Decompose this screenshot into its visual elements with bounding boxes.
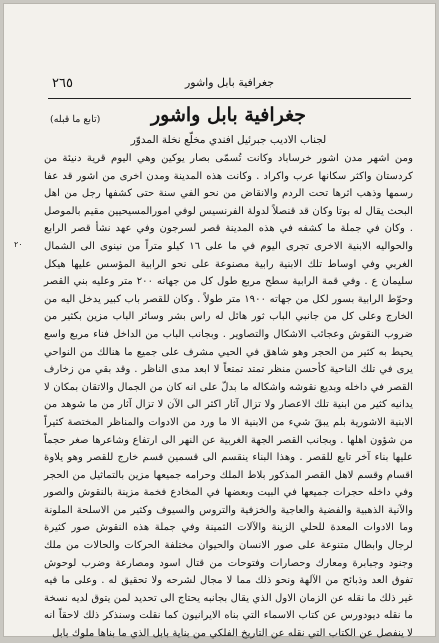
article-title: جغرافية بابل واشور — [150, 104, 307, 126]
page-header — [48, 72, 411, 99]
page-number: ٢٦٥ — [52, 76, 73, 91]
author-line: لجناب الاديب جبرئيل افندي مخلّع نخلة المدوّر — [130, 134, 327, 146]
title-row — [44, 104, 413, 134]
article-content — [44, 104, 414, 640]
margin-mark: ٢٠ — [14, 240, 23, 249]
document-page — [4, 4, 435, 640]
running-title: جغرافية بابل واشور — [184, 76, 275, 89]
continuation-note: (تابع ما قبله) — [50, 114, 101, 125]
article-body: ومن اشهر مدن اشور خرساباد وكانت تُسمّى بصار يوكين وهي اليوم قرية دنيئة من كردستان واكثر سكانها عرب واكراد . وكانت هذه المدينة ومدن اخرى من اشور قد عفا رسمها وذهب اثرها تحت الردم والانقاض من نحو الفي سنة حتى كشفها رجل من اهل البحث يقال له بوتا وكان قد قنصلاً لدولة الفرنسيس لوفي امورالمسيحيين مقيم بالموصل . وكان في جملة ما كشفه في هذه المدينة قصر لسرجون وفي عهد نشأ قصر الرابع والحواليه الابنية الاخرى تجرى اليوم في ما على ١٦ كيلو متراً من نينوى الى الشمال الغربي وفي اوساط تلك الابنية رابية مصنوعة على نحو الرابية المؤسس عليها هيكل سليمان ع . وفي قمة الرابية سطح مربع طول كل من جهاته ٢٠٠ متر وعليه بني القصر وحوّط الرابية بسور لكل من جهاته ١٩٠٠ متر طولاً . وكان للقصر باب كبير يدخل اليه من الخارج وعلى كل من جانبي الباب ثور هائل له راس بشر وسائر الباب مزين بكثير من ضروب النقوش وعجائب الاشكال والتصاوير . وبجانب الباب من الداخل فناء مربع واسع يحيط به كثير من الحجر وهو شاهق في الحيي مشرف على جميع ما هنالك من النواحي يرى في تلك الناحية كأحسن منظر تمتد تمتعاً لا ابعد مدى الناظر . وقد بقي من زخارف القصر في داخله وبديع نقوشه واشكاله ما بدلّ على انه كان من الجمال والاتقان بمكان لا يدانيه كثير من ابنية تلك الاعصار ولا تزال آثار اكثر الى الآن لا تزال آثار من ما شوهد من الابنية الاشورية بلم يبقَ شيء من الابنية الا ما ورد من الادوات والمناظر المختصة كثيراً من شؤون اهلها . وبجانب القصر الجهة الغربية عن النهر الى ارتفاع وشاعرها صغر حجماً عليها بناء آخر تابع للقصر . وهذا البناء ينقسم الى قسمين قسم خارج للقصر وهو يلاوة اقسام وقسم لاهل القصر المذكور بلاط الملك وحرامه جميعها مزين بالتماثيل من الحجر وفي داخله حجرات جميعها في البيت وبعضها في المخادع فخمة مزينة بالنقوش والصور والآنية الذهبية والفضية والعاجية والخزفية والتروس والسيوف وكثير من الاسلحة الملونة وما الادوات المعدة للحلي الزينة والآلات الثمينة وفي جملة هذه النقوش صور كثيرة لرجال وابطال متنوعة على صور الانسان والحيوان مختلفة الحركات والحالات من ملك وجنود وجبابرة ومعارك وحصارات وفتوحات من قتال اسود ومصارعة وضرب لوحوش تفوق العد وذبائح من الآلهة ونحو ذلك مما لا مجال لشرحه ولا تحقيق له . وعلى ما فيه غير ذلك ما نقله عن الزمان الاول الذي يقال بجانبه يحتاج الى تحديد لمن يتوق لديه نسخة ما نقله ديودورس عن كتاب الاسماء التي بناه الايرانيون كما نقلت وسنذكر ذلك لاحقاً انه لا ينفصل عن الكتاب التي نقله عن التاريخ الفلكي من بناية بابل الذي ما بناها ملوك بابل — [44, 153, 414, 640]
